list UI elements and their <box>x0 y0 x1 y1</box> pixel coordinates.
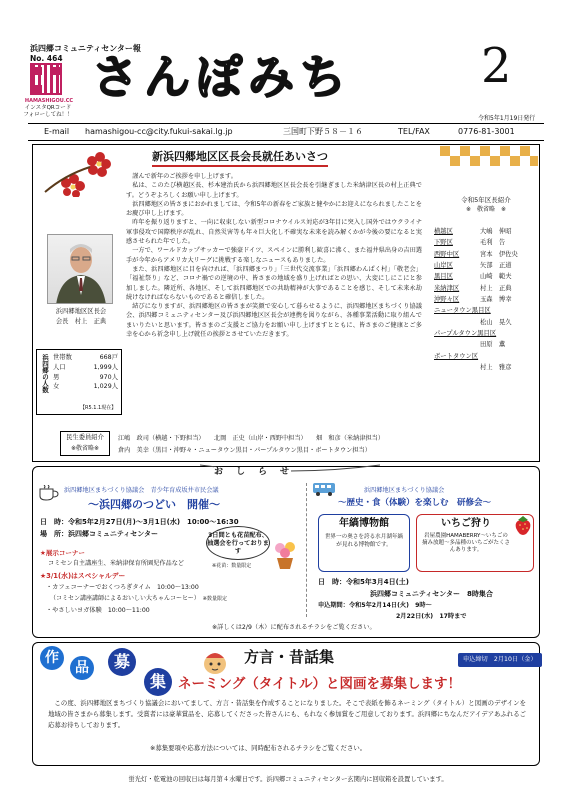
notice-heading-text: お し ら せ <box>214 467 292 477</box>
strawberry-icon <box>512 514 534 536</box>
greeting-para: 謹んで新年のご挨拶を申し上げます。 <box>132 173 237 180</box>
greeting-body <box>126 172 422 339</box>
bus-icon <box>312 481 336 497</box>
newsletter-title: さんぽみち <box>92 50 352 104</box>
greeting-title: 新浜四郷地区区長会長就任あいさつ <box>152 150 328 167</box>
museum-card-title: 年縞博物館 <box>339 518 389 529</box>
issue-month: 2 <box>481 38 512 94</box>
notice-footer: ※詳しくは2/9（木）に配布されるチラシをご覧ください。 <box>212 624 376 631</box>
chief-row: 田原 薫 <box>480 341 506 349</box>
plum-blossom-icon <box>40 147 120 197</box>
recruit-headline-2: ネーミング（タイトル）と図画を募集します！ <box>178 676 461 692</box>
commissioners-line: 江嶋 政司（横越・下野担当） 北岡 正史（山岸・西野中担当） 畑 和彦（米納津担当） <box>118 435 385 442</box>
notice-divider <box>306 483 307 617</box>
notice-bubble: 3日間とも花苗配布、抽選会を行っております <box>206 526 270 560</box>
population-label: 浜四郷の人数 <box>41 354 49 393</box>
chief-row: 西野中区 宮本 伊佐央 <box>434 250 518 258</box>
mascot-icon <box>200 648 230 676</box>
recruit-char: 品 <box>70 656 94 680</box>
notice-right-apply-end: 2月22日(水) 17時まで <box>396 613 467 620</box>
museum-card-text: 世界一の奥さを誇る水月湖年縞が見れる博物館です。 <box>324 534 404 548</box>
special-line: ・カフェコーナーでおくつろぎタイム 10:00～13:00 <box>46 584 199 591</box>
greeting-para: 一方で、ワールドカップサッカーで強豪ドイツ、スペインに勝利し歓喜に沸く、また福井県出身の吉田選手が今年からアメリカ大リーグに挑戦する楽しなニュースもありました。 <box>126 247 422 264</box>
strawberry-card-title: いちご狩り <box>441 518 491 529</box>
chief-row: 下野区 毛利 告 <box>434 239 506 247</box>
notice-left-date: 日 時：令和5年2月27日(月)～3月1日(水) 10:00～16:30 <box>40 518 239 526</box>
address: 三国町下野５８－１６ <box>283 127 363 136</box>
commissioners-sub: ※敬省略※ <box>70 445 100 452</box>
chief-row: ボートタウン区 <box>434 352 479 360</box>
chief-row: 村上 雅彦 <box>480 363 512 371</box>
chief-row: 沖野々区 玉森 博幸 <box>434 295 512 303</box>
person-portrait-icon <box>48 235 113 304</box>
population-note: 【R5.1.1現在】 <box>80 405 117 411</box>
org-name: 浜四郷コミュニティセンター報 <box>30 44 141 53</box>
recruit-note: ※募集要項や応募方法については、同時配布されるチラシをご覧ください。 <box>150 744 367 752</box>
notice-left-org: 浜四郷地区まちづくり協議会 青少年育成坂井市民会議 <box>64 487 219 494</box>
email-address[interactable]: hamashigou-cc@city.fukui-sakai.lg.jp <box>85 127 233 136</box>
commissioners-line: 倉内 美幸（黒目・沖野々・ニュータウン黒目・パープルタウン黒目・ボートタウン担当） <box>118 447 371 454</box>
chiefs-list <box>434 226 534 373</box>
strawberry-card-text: 岩屋農園HAMABERRY～いちごの摘み放題～多品種のいちごがたくさんあります。 <box>422 533 511 554</box>
population-table <box>53 353 118 392</box>
checker-pattern-icon <box>440 146 538 166</box>
notice-left-title: ～浜四郷のつどい 開催～ <box>88 498 220 511</box>
photo-caption-name: 会長 村上 正典 <box>55 318 107 325</box>
qr-caption-3: フォローしてね！！ <box>23 112 73 118</box>
recruit-char: 募 <box>108 648 136 676</box>
greeting-para: 私は、このたび横越区長、杉本建治氏から浜四郷地区区長会長を引継ぎました米納津区長の村上正典です。どうぞよろしくお願い申し上げます。 <box>126 182 422 199</box>
chiefs-title: 令和5年区長紹介 <box>461 196 511 204</box>
chiefs-subtitle: ※ 敬省略 ※ <box>465 206 507 213</box>
flower-pot-icon <box>272 540 298 570</box>
chief-row: 横越区 大嶋 伸昭 <box>434 228 512 235</box>
recruit-deadline: 申込締切 2月10日（金） <box>458 653 542 667</box>
tel-label: TEL/FAX <box>398 127 430 136</box>
recruit-body: この度、浜四郷地区まちづくり協議会においてまして、方言・昔話集を作成することになりました。そこで表紙を飾るネーミング（タイトル）と図画のデザインを地域の皆さまから募集します。受賞者には豪華賞品を、応募してくださった皆さんにも、もれなく参加賞をご用意しております。浜四郷にちなんだアイデアあふれるご応募お待ちしております。 <box>48 699 526 729</box>
notice-right-org: 浜四郷地区まちづくり協議会 <box>364 487 445 494</box>
exhibit-title: ★展示コーナー <box>40 549 85 557</box>
chairman-photo <box>47 234 113 304</box>
qr-caption-2: インスタQRコード <box>24 105 72 111</box>
population-row: 人口 1,999人 <box>53 363 118 371</box>
chief-row: 黒目区 山崎 範夫 <box>434 273 512 281</box>
notice-right-title: ～歴史・食（体験）を楽しむ 研修会～ <box>338 498 492 508</box>
photo-caption: 浜四郷地区区長会 <box>55 308 107 315</box>
footer-note: 蛍光灯・乾電池の回収日は毎月第４水曜日です。浜四郷コミュニティセンター玄関内に回収箱を設置しています。 <box>128 776 448 783</box>
notice-left-place: 場 所：浜四郷コミュニティセンター <box>40 530 159 538</box>
chief-row: 松山 晃久 <box>480 318 512 326</box>
special-line: （コミセン講座講師によるおいしい大ちゃんコーヒー） ※数量限定 <box>50 595 227 602</box>
population-row: 世帯数 668戸 <box>53 354 118 361</box>
chief-row: 米納津区 村上 正典 <box>434 284 512 292</box>
greeting-para: 浜四郷地区の皆さまにおかれましては、令和5年の新春をご家族と健やかにお迎えになられましたことをお慶び申し上げます。 <box>126 200 422 218</box>
issue-no: No. 464 <box>30 54 63 63</box>
commissioners-label: 民生委員紹介 <box>66 434 104 441</box>
special-title: ★3/1(水)はスペシャルデー <box>40 572 126 580</box>
recruit-char: 作 <box>40 646 64 670</box>
coffee-cup-icon <box>38 485 60 501</box>
notice-bubble-note: ※花苗：数量限定 <box>212 563 252 569</box>
qr-caption: HAMASHIGOU.CC <box>24 98 74 104</box>
recruit-char: 集 <box>144 668 172 696</box>
exhibit-line: コミセン自主講座生、米納津保育所園児作品など <box>48 560 185 567</box>
chief-row: パープルタウン黒目区 <box>434 329 497 337</box>
population-row: 男 970人 <box>53 373 118 381</box>
chief-row: 山岸区 矢部 正道 <box>434 261 512 269</box>
qr-code-icon[interactable] <box>30 63 62 95</box>
greeting-para: 結びになりますが、浜四郷地区の皆さまが笑顔で安心して暮らせるように、浜四郷地区まちづくり協議会、浜四郷コミュニティセンター及び浜四郷地区区長会が連携を図りながら、各種事業活動に取り組んでまいりたいと思います。皆さまのご支援とご協力をお願い申し上げますとともに、皆さまのご健康とご多幸を心から祈念申し上げ就任の挨拶とさせていただきます。 <box>126 303 422 339</box>
special-line: ・やさしいヨガ体験 10:00～11:00 <box>46 607 150 614</box>
notice-right-apply: 申込期間：令和5年2月14日(火) 9時～ <box>318 602 432 609</box>
population-row: 女 1,029人 <box>53 383 118 391</box>
chief-row: ニュータウン黒目区 <box>434 307 491 315</box>
issue-date: 令和5年1月19日発行 <box>478 115 536 122</box>
recruit-headline: 方言・昔話集 <box>244 648 335 666</box>
notice-right-place: 浜四郷コミュニティセンター 8時集合 <box>370 590 493 598</box>
greeting-para: 昨年を振り返りますと、一向に収束しない新型コロナウイルス対応が3年目に突入し国外ではウクライナ軍事侵攻で国際秩序が乱れ、自然災害等も年々巨大化し不確実な未来を読み解くかが今後の要になると実感させられた年でした。 <box>126 219 422 246</box>
tel-number: 0776-81-3001 <box>458 127 515 136</box>
notice-right-date: 日 時：令和5年3月4日(土) <box>318 578 410 586</box>
email-label: E-mail <box>44 127 70 136</box>
greeting-para: また、浜四郷地区に目を向ければ、「浜四郷まつり」「三世代交流事業」「浜四郷わんぱく村」「敬老会」「福祉祭り」など、コロナ禍での逆境の中、皆さまの地域を盛り上げればとの思い、大変にしにこにと参加しました。隣近所、各地区、そして浜四郷地区での共助精神が大事であることを感じ、そして未来永劫続けなければならないものであると確信しました。 <box>126 265 422 301</box>
